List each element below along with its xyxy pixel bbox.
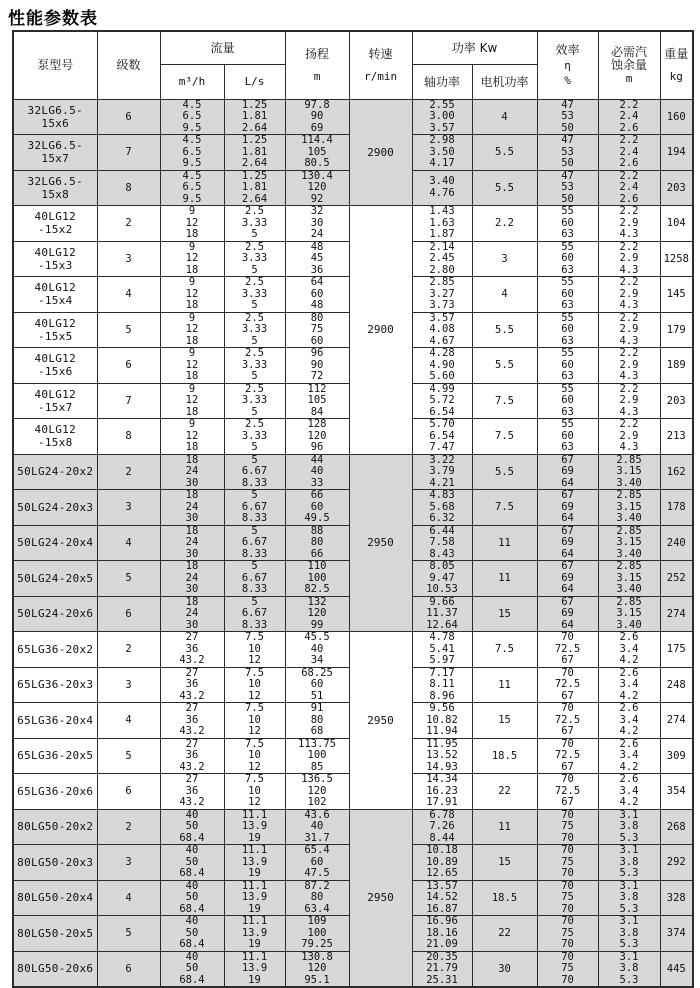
- efficiency-cell: 55 60 63: [537, 241, 598, 277]
- stages-cell: 6: [97, 596, 160, 632]
- parameters-table: [12, 30, 694, 988]
- stages-cell: 3: [97, 667, 160, 703]
- npsh-cell: 2.2 2.9 4.3: [598, 348, 660, 384]
- model-cell: 50LG24-20x6: [13, 596, 97, 632]
- efficiency-cell: 67 69 64: [537, 596, 598, 632]
- col-header-shaft-power: 轴功率: [412, 64, 472, 99]
- stages-cell: 8: [97, 419, 160, 455]
- head-cell: 88 80 66: [285, 525, 349, 561]
- weight-cell: 175: [660, 632, 693, 668]
- speed-cell: 2900: [349, 206, 412, 455]
- flow-m3h-cell: 9 12 18: [160, 277, 224, 313]
- weight-cell: 268: [660, 809, 693, 845]
- efficiency-cell: 70 75 70: [537, 880, 598, 916]
- model-cell: 32LG6.5-15x7: [13, 135, 97, 171]
- stages-cell: 7: [97, 383, 160, 419]
- flow-ls-cell: 7.5 10 12: [224, 738, 285, 774]
- flow-m3h-cell: 27 36 43.2: [160, 738, 224, 774]
- head-cell: 66 60 49.5: [285, 490, 349, 526]
- npsh-cell: 3.1 3.8 5.3: [598, 951, 660, 987]
- efficiency-cell: 70 72.5 67: [537, 738, 598, 774]
- stages-cell: 5: [97, 738, 160, 774]
- head-cell: 32 30 24: [285, 206, 349, 242]
- flow-m3h-cell: 27 36 43.2: [160, 667, 224, 703]
- npsh-cell: 3.1 3.8 5.3: [598, 916, 660, 952]
- speed-cell: 2900: [349, 99, 412, 206]
- flow-ls-cell: 11.1 13.9 19: [224, 951, 285, 987]
- npsh-cell: 2.85 3.15 3.40: [598, 454, 660, 490]
- shaft-power-cell: 20.35 21.79 25.31: [412, 951, 472, 987]
- npsh-cell: 2.6 3.4 4.2: [598, 774, 660, 810]
- flow-m3h-cell: 18 24 30: [160, 525, 224, 561]
- stages-cell: 2: [97, 206, 160, 242]
- shaft-power-cell: 2.55 3.00 3.57: [412, 99, 472, 135]
- weight-cell: 189: [660, 348, 693, 384]
- head-cell: 43.6 40 31.7: [285, 809, 349, 845]
- shaft-power-cell: 8.05 9.47 10.53: [412, 561, 472, 597]
- weight-cell: 374: [660, 916, 693, 952]
- model-cell: 65LG36-20x3: [13, 667, 97, 703]
- col-header-speed: 转速 r/min: [349, 31, 412, 99]
- flow-ls-cell: 7.5 10 12: [224, 632, 285, 668]
- head-cell: 44 40 33: [285, 454, 349, 490]
- stages-cell: 6: [97, 99, 160, 135]
- efficiency-cell: 70 72.5 67: [537, 774, 598, 810]
- table-header: [13, 31, 693, 99]
- motor-power-cell: 5.5: [472, 348, 537, 384]
- head-cell: 80 75 60: [285, 312, 349, 348]
- shaft-power-cell: 3.57 4.08 4.67: [412, 312, 472, 348]
- motor-power-cell: 18.5: [472, 738, 537, 774]
- motor-power-cell: 3: [472, 241, 537, 277]
- stages-cell: 6: [97, 774, 160, 810]
- flow-m3h-cell: 40 50 68.4: [160, 951, 224, 987]
- flow-ls-cell: 5 6.67 8.33: [224, 525, 285, 561]
- flow-ls-cell: 5 6.67 8.33: [224, 454, 285, 490]
- efficiency-cell: 70 72.5 67: [537, 632, 598, 668]
- weight-cell: 179: [660, 312, 693, 348]
- flow-m3h-cell: 18 24 30: [160, 490, 224, 526]
- flow-ls-cell: 11.1 13.9 19: [224, 880, 285, 916]
- weight-cell: 145: [660, 277, 693, 313]
- npsh-cell: 2.6 3.4 4.2: [598, 703, 660, 739]
- stages-cell: 4: [97, 277, 160, 313]
- flow-ls-cell: 2.5 3.33 5: [224, 277, 285, 313]
- npsh-cell: 2.2 2.9 4.3: [598, 277, 660, 313]
- model-cell: 40LG12 -15x7: [13, 383, 97, 419]
- model-cell: 80LG50-20x2: [13, 809, 97, 845]
- flow-m3h-cell: 9 12 18: [160, 419, 224, 455]
- weight-cell: 252: [660, 561, 693, 597]
- motor-power-cell: 5.5: [472, 454, 537, 490]
- head-cell: 91 80 68: [285, 703, 349, 739]
- table-row: [13, 632, 693, 668]
- stages-cell: 3: [97, 241, 160, 277]
- shaft-power-cell: 1.43 1.63 1.87: [412, 206, 472, 242]
- flow-ls-cell: 5 6.67 8.33: [224, 490, 285, 526]
- model-cell: 40LG12 -15x4: [13, 277, 97, 313]
- flow-m3h-cell: 18 24 30: [160, 561, 224, 597]
- weight-cell: 328: [660, 880, 693, 916]
- flow-m3h-cell: 9 12 18: [160, 348, 224, 384]
- motor-power-cell: 11: [472, 809, 537, 845]
- weight-cell: 248: [660, 667, 693, 703]
- efficiency-cell: 47 53 50: [537, 170, 598, 206]
- flow-ls-cell: 1.25 1.81 2.64: [224, 170, 285, 206]
- model-cell: 50LG24-20x3: [13, 490, 97, 526]
- stages-cell: 5: [97, 312, 160, 348]
- weight-cell: 160: [660, 99, 693, 135]
- model-cell: 40LG12 -15x3: [13, 241, 97, 277]
- flow-ls-cell: 2.5 3.33 5: [224, 206, 285, 242]
- stages-cell: 3: [97, 845, 160, 881]
- head-cell: 97.8 90 69: [285, 99, 349, 135]
- weight-cell: 240: [660, 525, 693, 561]
- flow-ls-cell: 2.5 3.33 5: [224, 241, 285, 277]
- motor-power-cell: 7.5: [472, 490, 537, 526]
- head-cell: 130.8 120 95.1: [285, 951, 349, 987]
- motor-power-cell: 22: [472, 916, 537, 952]
- flow-ls-cell: 7.5 10 12: [224, 774, 285, 810]
- npsh-cell: 2.6 3.4 4.2: [598, 632, 660, 668]
- flow-m3h-cell: 9 12 18: [160, 312, 224, 348]
- flow-ls-cell: 7.5 10 12: [224, 703, 285, 739]
- head-cell: 128 120 96: [285, 419, 349, 455]
- stages-cell: 3: [97, 490, 160, 526]
- head-cell: 68.25 60 51: [285, 667, 349, 703]
- motor-power-cell: 15: [472, 845, 537, 881]
- motor-power-cell: 2.2: [472, 206, 537, 242]
- table-row: [13, 454, 693, 490]
- model-cell: 65LG36-20x6: [13, 774, 97, 810]
- weight-cell: 1258: [660, 241, 693, 277]
- shaft-power-cell: 10.18 10.89 12.65: [412, 845, 472, 881]
- head-cell: 65.4 60 47.5: [285, 845, 349, 881]
- flow-ls-cell: 1.25 1.81 2.64: [224, 135, 285, 171]
- head-cell: 114.4 105 80.5: [285, 135, 349, 171]
- motor-power-cell: 7.5: [472, 632, 537, 668]
- flow-ls-cell: 2.5 3.33 5: [224, 383, 285, 419]
- shaft-power-cell: 6.78 7.26 8.44: [412, 809, 472, 845]
- efficiency-cell: 47 53 50: [537, 135, 598, 171]
- shaft-power-cell: 7.17 8.11 8.96: [412, 667, 472, 703]
- npsh-cell: 2.2 2.9 4.3: [598, 241, 660, 277]
- table-body: [13, 99, 693, 987]
- npsh-cell: 2.6 3.4 4.2: [598, 667, 660, 703]
- flow-m3h-cell: 40 50 68.4: [160, 880, 224, 916]
- head-cell: 96 90 72: [285, 348, 349, 384]
- npsh-cell: 3.1 3.8 5.3: [598, 845, 660, 881]
- efficiency-cell: 70 75 70: [537, 951, 598, 987]
- weight-cell: 274: [660, 596, 693, 632]
- model-cell: 32LG6.5-15x6: [13, 99, 97, 135]
- motor-power-cell: 15: [472, 703, 537, 739]
- npsh-cell: 2.85 3.15 3.40: [598, 561, 660, 597]
- shaft-power-cell: 3.22 3.79 4.21: [412, 454, 472, 490]
- efficiency-cell: 67 69 64: [537, 454, 598, 490]
- model-cell: 32LG6.5-15x8: [13, 170, 97, 206]
- shaft-power-cell: 4.28 4.90 5.60: [412, 348, 472, 384]
- efficiency-cell: 67 69 64: [537, 525, 598, 561]
- head-cell: 110 100 82.5: [285, 561, 349, 597]
- weight-cell: 309: [660, 738, 693, 774]
- stages-cell: 8: [97, 170, 160, 206]
- model-cell: 80LG50-20x4: [13, 880, 97, 916]
- weight-cell: 203: [660, 170, 693, 206]
- flow-ls-cell: 5 6.67 8.33: [224, 596, 285, 632]
- shaft-power-cell: 5.70 6.54 7.47: [412, 419, 472, 455]
- flow-m3h-cell: 40 50 68.4: [160, 845, 224, 881]
- col-header-flow-ls: L/s: [224, 64, 285, 99]
- npsh-cell: 2.2 2.9 4.3: [598, 206, 660, 242]
- head-cell: 87.2 80 63.4: [285, 880, 349, 916]
- shaft-power-cell: 9.56 10.82 11.94: [412, 703, 472, 739]
- col-header-flow: 流量: [160, 31, 285, 64]
- efficiency-cell: 70 72.5 67: [537, 667, 598, 703]
- weight-cell: 445: [660, 951, 693, 987]
- npsh-cell: 3.1 3.8 5.3: [598, 809, 660, 845]
- flow-ls-cell: 5 6.67 8.33: [224, 561, 285, 597]
- npsh-cell: 2.85 3.15 3.40: [598, 525, 660, 561]
- flow-ls-cell: 2.5 3.33 5: [224, 312, 285, 348]
- shaft-power-cell: 4.99 5.72 6.54: [412, 383, 472, 419]
- shaft-power-cell: 2.98 3.50 4.17: [412, 135, 472, 171]
- weight-cell: 104: [660, 206, 693, 242]
- col-header-weight: 重量 kg: [660, 31, 693, 99]
- flow-ls-cell: 2.5 3.33 5: [224, 419, 285, 455]
- flow-m3h-cell: 27 36 43.2: [160, 703, 224, 739]
- flow-m3h-cell: 40 50 68.4: [160, 809, 224, 845]
- efficiency-cell: 55 60 63: [537, 383, 598, 419]
- head-cell: 45.5 40 34: [285, 632, 349, 668]
- table-row: [13, 809, 693, 845]
- col-header-stages: 级数: [97, 31, 160, 99]
- npsh-cell: 2.85 3.15 3.40: [598, 490, 660, 526]
- flow-m3h-cell: 18 24 30: [160, 596, 224, 632]
- shaft-power-cell: 11.95 13.52 14.93: [412, 738, 472, 774]
- head-cell: 64 60 48: [285, 277, 349, 313]
- motor-power-cell: 5.5: [472, 312, 537, 348]
- shaft-power-cell: 4.83 5.68 6.32: [412, 490, 472, 526]
- efficiency-cell: 55 60 63: [537, 206, 598, 242]
- model-cell: 65LG36-20x4: [13, 703, 97, 739]
- model-cell: 40LG12 -15x5: [13, 312, 97, 348]
- speed-cell: 2950: [349, 454, 412, 632]
- weight-cell: 213: [660, 419, 693, 455]
- model-cell: 50LG24-20x5: [13, 561, 97, 597]
- shaft-power-cell: 2.14 2.45 2.80: [412, 241, 472, 277]
- col-header-flow-m3h: m³/h: [160, 64, 224, 99]
- weight-cell: 194: [660, 135, 693, 171]
- table-row: [13, 206, 693, 242]
- head-cell: 109 100 79.25: [285, 916, 349, 952]
- efficiency-cell: 55 60 63: [537, 419, 598, 455]
- motor-power-cell: 5.5: [472, 170, 537, 206]
- motor-power-cell: 11: [472, 667, 537, 703]
- flow-ls-cell: 2.5 3.33 5: [224, 348, 285, 384]
- stages-cell: 5: [97, 916, 160, 952]
- efficiency-cell: 70 75 70: [537, 809, 598, 845]
- npsh-cell: 2.2 2.4 2.6: [598, 170, 660, 206]
- head-cell: 132 120 99: [285, 596, 349, 632]
- flow-ls-cell: 11.1 13.9 19: [224, 916, 285, 952]
- efficiency-cell: 70 72.5 67: [537, 703, 598, 739]
- weight-cell: 203: [660, 383, 693, 419]
- page-title: 性能参数表: [8, 9, 98, 29]
- model-cell: 65LG36-20x5: [13, 738, 97, 774]
- col-header-npsh: 必需汽 蚀余量 m: [598, 31, 660, 99]
- stages-cell: 4: [97, 525, 160, 561]
- npsh-cell: 2.2 2.9 4.3: [598, 312, 660, 348]
- shaft-power-cell: 9.66 11.37 12.64: [412, 596, 472, 632]
- motor-power-cell: 30: [472, 951, 537, 987]
- flow-m3h-cell: 4.5 6.5 9.5: [160, 170, 224, 206]
- model-cell: 40LG12 -15x2: [13, 206, 97, 242]
- shaft-power-cell: 6.44 7.58 8.43: [412, 525, 472, 561]
- motor-power-cell: 7.5: [472, 419, 537, 455]
- flow-ls-cell: 1.25 1.81 2.64: [224, 99, 285, 135]
- model-cell: 40LG12 -15x8: [13, 419, 97, 455]
- weight-cell: 274: [660, 703, 693, 739]
- model-cell: 40LG12 -15x6: [13, 348, 97, 384]
- head-cell: 48 45 36: [285, 241, 349, 277]
- weight-cell: 354: [660, 774, 693, 810]
- stages-cell: 2: [97, 632, 160, 668]
- motor-power-cell: 18.5: [472, 880, 537, 916]
- speed-cell: 2950: [349, 809, 412, 987]
- model-cell: 50LG24-20x4: [13, 525, 97, 561]
- weight-cell: 178: [660, 490, 693, 526]
- flow-ls-cell: 11.1 13.9 19: [224, 809, 285, 845]
- motor-power-cell: 7.5: [472, 383, 537, 419]
- stages-cell: 2: [97, 809, 160, 845]
- head-cell: 112 105 84: [285, 383, 349, 419]
- stages-cell: 4: [97, 880, 160, 916]
- flow-m3h-cell: 18 24 30: [160, 454, 224, 490]
- model-cell: 50LG24-20x2: [13, 454, 97, 490]
- model-cell: 80LG50-20x3: [13, 845, 97, 881]
- head-cell: 113.75 100 85: [285, 738, 349, 774]
- efficiency-cell: 55 60 63: [537, 277, 598, 313]
- motor-power-cell: 22: [472, 774, 537, 810]
- stages-cell: 6: [97, 951, 160, 987]
- table-row: [13, 99, 693, 135]
- flow-m3h-cell: 9 12 18: [160, 241, 224, 277]
- head-cell: 130.4 120 92: [285, 170, 349, 206]
- flow-ls-cell: 7.5 10 12: [224, 667, 285, 703]
- npsh-cell: 2.6 3.4 4.2: [598, 738, 660, 774]
- motor-power-cell: 15: [472, 596, 537, 632]
- motor-power-cell: 4: [472, 99, 537, 135]
- model-cell: 65LG36-20x2: [13, 632, 97, 668]
- motor-power-cell: 11: [472, 525, 537, 561]
- npsh-cell: 2.85 3.15 3.40: [598, 596, 660, 632]
- flow-m3h-cell: 9 12 18: [160, 206, 224, 242]
- efficiency-cell: 55 60 63: [537, 348, 598, 384]
- npsh-cell: 2.2 2.9 4.3: [598, 383, 660, 419]
- stages-cell: 6: [97, 348, 160, 384]
- model-cell: 80LG50-20x6: [13, 951, 97, 987]
- stages-cell: 2: [97, 454, 160, 490]
- motor-power-cell: 5.5: [472, 135, 537, 171]
- shaft-power-cell: 4.78 5.41 5.97: [412, 632, 472, 668]
- npsh-cell: 3.1 3.8 5.3: [598, 880, 660, 916]
- speed-cell: 2950: [349, 632, 412, 810]
- flow-m3h-cell: 27 36 43.2: [160, 632, 224, 668]
- flow-ls-cell: 11.1 13.9 19: [224, 845, 285, 881]
- head-cell: 136.5 120 102: [285, 774, 349, 810]
- flow-m3h-cell: 4.5 6.5 9.5: [160, 135, 224, 171]
- weight-cell: 162: [660, 454, 693, 490]
- weight-cell: 292: [660, 845, 693, 881]
- shaft-power-cell: 16.96 18.16 21.09: [412, 916, 472, 952]
- flow-m3h-cell: 4.5 6.5 9.5: [160, 99, 224, 135]
- efficiency-cell: 70 75 70: [537, 845, 598, 881]
- efficiency-cell: 47 53 50: [537, 99, 598, 135]
- shaft-power-cell: 14.34 16.23 17.91: [412, 774, 472, 810]
- npsh-cell: 2.2 2.4 2.6: [598, 99, 660, 135]
- npsh-cell: 2.2 2.4 2.6: [598, 135, 660, 171]
- col-header-power: 功率 Kw: [412, 31, 537, 64]
- model-cell: 80LG50-20x5: [13, 916, 97, 952]
- efficiency-cell: 55 60 63: [537, 312, 598, 348]
- col-header-head: 扬程 m: [285, 31, 349, 99]
- npsh-cell: 2.2 2.9 4.3: [598, 419, 660, 455]
- col-header-model: 泵型号: [13, 31, 97, 99]
- flow-m3h-cell: 9 12 18: [160, 383, 224, 419]
- efficiency-cell: 67 69 64: [537, 561, 598, 597]
- flow-m3h-cell: 40 50 68.4: [160, 916, 224, 952]
- shaft-power-cell: 2.85 3.27 3.73: [412, 277, 472, 313]
- efficiency-cell: 70 75 70: [537, 916, 598, 952]
- motor-power-cell: 4: [472, 277, 537, 313]
- col-header-efficiency: 效率 η %: [537, 31, 598, 99]
- shaft-power-cell: 13.57 14.52 16.87: [412, 880, 472, 916]
- stages-cell: 5: [97, 561, 160, 597]
- stages-cell: 4: [97, 703, 160, 739]
- col-header-motor-power: 电机功率: [472, 64, 537, 99]
- motor-power-cell: 11: [472, 561, 537, 597]
- shaft-power-cell: 3.40 4.76: [412, 170, 472, 206]
- stages-cell: 7: [97, 135, 160, 171]
- efficiency-cell: 67 69 64: [537, 490, 598, 526]
- flow-m3h-cell: 27 36 43.2: [160, 774, 224, 810]
